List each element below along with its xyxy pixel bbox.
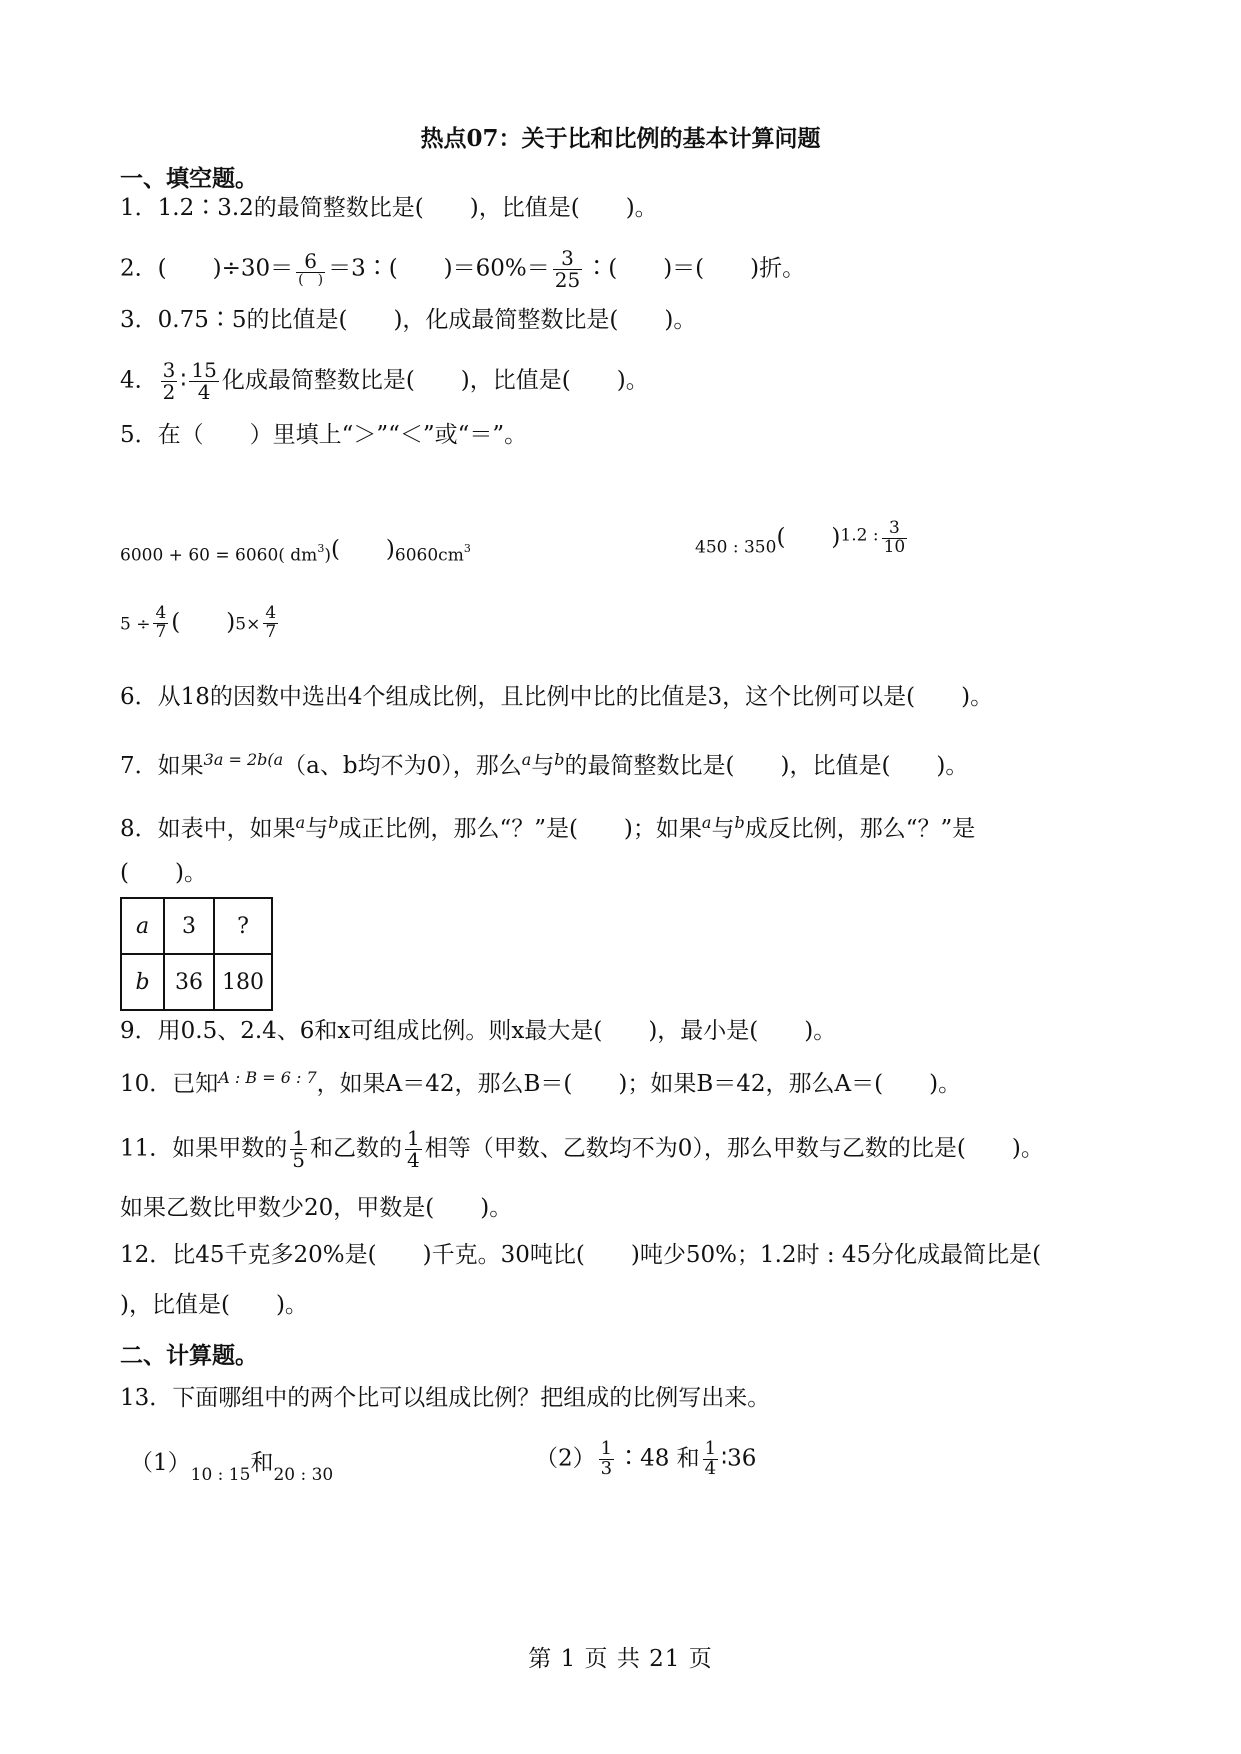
q13b-f2-numerator: 1 — [704, 1438, 717, 1459]
q5b-lhs: 450 : 350 — [695, 537, 777, 558]
q7-text-c: 与 — [531, 753, 555, 779]
q13b-f2-denominator: 4 — [704, 1457, 717, 1479]
table-cell: 180 — [214, 954, 272, 1010]
q2-f1-denominator: ( ) — [298, 272, 324, 289]
table-cell: ? — [214, 898, 272, 954]
q11-f1-denominator: 5 — [292, 1148, 306, 1172]
question-11 — [120, 1128, 1044, 1171]
table-row — [121, 898, 272, 954]
question-5: 5．在（ ）里填上“＞”“＜”或“＝”。 — [120, 422, 528, 448]
q2-text-b: ＝3∶( )＝60%＝ — [328, 255, 550, 282]
question-5b — [695, 520, 910, 562]
page-title: 热点07：关于比和比例的基本计算问题 — [420, 125, 821, 152]
q5c-f2-denominator: 7 — [265, 621, 277, 642]
q2-text-a: 2．( )÷30＝ — [120, 255, 294, 282]
section-heading-fill-blank: 一、填空题。 — [120, 165, 258, 192]
q4-fraction-1 — [161, 360, 178, 403]
question-3: 3．0.75∶5的比值是( )，化成最简整数比是( )。 — [120, 307, 697, 333]
q4-text-a: 4． — [120, 367, 158, 394]
ratio-table — [120, 897, 273, 1011]
question-6: 6．从18的因数中选出4个组成比例，且比例中比的比值是3，这个比例可以是( )。 — [120, 684, 994, 710]
q13b-ratio-2: ∶36 — [721, 1445, 757, 1472]
q4-f2-denominator: 4 — [189, 381, 218, 403]
q7-var-a: a — [521, 750, 532, 769]
q4-fraction-2 — [189, 360, 218, 403]
q5b-blank: ( ) — [776, 524, 841, 551]
q13a-ratio-2: 20 : 30 — [273, 1465, 334, 1485]
q5a-rhs: 6060cm — [394, 545, 464, 566]
question-2 — [120, 248, 805, 291]
q4-text-b: 化成最简整数比是( )，比值是( )。 — [221, 367, 649, 394]
question-1: 1．1.2∶3.2的最简整数比是( )，比值是( )。 — [120, 195, 658, 221]
q4-f1-numerator: 3 — [162, 358, 176, 382]
q5b-fraction — [882, 520, 908, 557]
q5b-rhs: 1.2 : — [840, 525, 879, 546]
question-13-part-1 — [130, 1448, 333, 1490]
question-13: 13．下面哪组中的两个比可以组成比例？把组成的比例写出来。 — [120, 1385, 771, 1411]
q5c-f1-denominator: 7 — [155, 621, 167, 642]
q13b-ratio-1: ∶48 和 — [617, 1445, 700, 1472]
q11-f2-numerator: 1 — [407, 1126, 420, 1150]
table-cell: 36 — [164, 954, 214, 1010]
question-11-line-2: 如果乙数比甲数少20，甲数是( )。 — [120, 1195, 513, 1221]
q11-fraction-2 — [405, 1128, 422, 1171]
question-8 — [120, 808, 975, 844]
q8-var-b-2: b — [734, 813, 745, 832]
q5a-rhs-superscript: 3 — [463, 542, 471, 555]
question-10 — [120, 1063, 961, 1099]
table-cell: 3 — [164, 898, 214, 954]
question-12: 12．比45千克多20%是( )千克。30吨比( )吨少50%；1.2时 : 45分化成最简比是( — [120, 1242, 1042, 1268]
q4-f2-numerator: 15 — [191, 358, 217, 382]
q8-text-a: 8．如表中，如果 — [120, 816, 296, 842]
q8-text-d: 与 — [711, 816, 735, 842]
table-row — [121, 954, 272, 1010]
question-8-line-2: ( )。 — [120, 860, 207, 886]
q5a-superscript: 3 — [317, 542, 325, 555]
q7-var-b: b — [554, 750, 565, 769]
q11-text-c: 相等（甲数、乙数均不为0），那么甲数与乙数的比是( )。 — [424, 1135, 1044, 1162]
q5b-denominator: 10 — [883, 536, 906, 557]
q5c-fraction-2 — [263, 605, 278, 642]
q13b-f1-numerator: 1 — [600, 1438, 613, 1459]
question-13-part-2 — [535, 1440, 756, 1479]
q8-var-a-1: a — [295, 813, 306, 832]
q13b-fraction-2 — [703, 1440, 718, 1479]
q10-text-b: ，如果A＝42，那么B＝( )；如果B＝42，那么A＝( )。 — [316, 1071, 962, 1097]
q8-text-b: 与 — [305, 816, 329, 842]
q2-fraction-1 — [296, 251, 325, 288]
page-footer: 第 1 页 共 21 页 — [528, 1646, 713, 1672]
q13b-label: （2） — [535, 1445, 596, 1472]
q8-var-a-2: a — [701, 813, 712, 832]
q7-expression: 3a = 2b(a — [203, 750, 284, 769]
q11-fraction-1 — [290, 1128, 307, 1171]
section-heading-calculation: 二、计算题。 — [120, 1342, 258, 1369]
q13b-f1-denominator: 3 — [600, 1457, 613, 1479]
question-9: 9．用0.5、2.4、6和x可组成比例。则x最大是( )，最小是( )。 — [120, 1018, 837, 1044]
q8-var-b-1: b — [328, 813, 339, 832]
q4-colon: ∶ — [180, 367, 187, 394]
q2-f2-numerator: 3 — [561, 246, 574, 270]
question-12-line-2: )，比值是( )。 — [120, 1292, 308, 1318]
q5a-close-paren: ) — [324, 545, 331, 566]
q8-text-e: 成反比例，那么“？”是 — [744, 816, 976, 842]
q4-f1-denominator: 2 — [162, 380, 176, 404]
q10-text-a: 10．已知 — [120, 1071, 219, 1097]
q11-f1-numerator: 1 — [292, 1126, 306, 1150]
q2-fraction-2 — [553, 248, 582, 291]
q5c-f1-numerator: 4 — [155, 603, 167, 623]
q7-text-a: 7．如果 — [120, 753, 204, 779]
q5a-expression: 6000 + 60 = 6060( dm — [120, 545, 318, 566]
question-5c — [120, 605, 281, 642]
q5c-f2-numerator: 4 — [265, 603, 277, 623]
question-7 — [120, 745, 968, 781]
q11-text-b: 和乙数的 — [310, 1135, 403, 1162]
table-cell: b — [121, 954, 164, 1010]
q5c-rhs: 5× — [235, 614, 261, 635]
q2-f1-numerator: 6 — [304, 249, 317, 274]
q7-text-d: 的最简整数比是( )，比值是( )。 — [564, 753, 969, 779]
q13b-fraction-1 — [599, 1440, 614, 1479]
table-cell: a — [121, 898, 164, 954]
q13a-and: 和 — [250, 1450, 274, 1476]
q2-text-c: ∶( )＝( )折。 — [585, 255, 806, 282]
question-5a — [120, 534, 471, 571]
q5a-blank: ( ) — [330, 536, 395, 563]
question-4 — [120, 360, 649, 403]
q5b-numerator: 3 — [888, 518, 900, 538]
q13a-ratio-1: 10 : 15 — [190, 1465, 251, 1485]
q10-expression: A : B = 6 : 7 — [218, 1068, 317, 1087]
q5c-lhs: 5 ÷ — [120, 614, 151, 635]
q8-text-c: 成正比例，那么“？”是( )；如果 — [338, 816, 702, 842]
q7-text-b: （a、b均不为0），那么 — [283, 753, 522, 779]
q11-text-a: 11．如果甲数的 — [120, 1135, 288, 1162]
q5c-blank: ( ) — [171, 609, 236, 636]
q11-f2-denominator: 4 — [407, 1148, 420, 1172]
q13a-label: （1） — [130, 1450, 191, 1476]
q2-f2-denominator: 25 — [554, 268, 581, 292]
q5c-fraction-1 — [153, 605, 168, 642]
